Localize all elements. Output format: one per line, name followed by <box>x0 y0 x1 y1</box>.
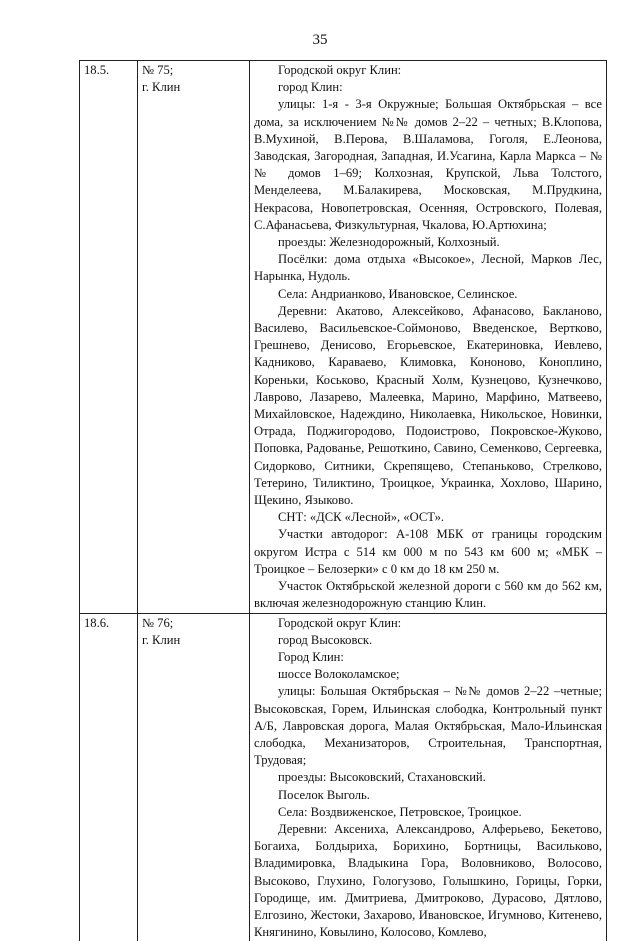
district-description <box>250 613 607 941</box>
district-cell <box>138 61 250 614</box>
district-number: № 76; <box>142 615 174 630</box>
table-row <box>80 61 607 614</box>
district-city: г. Клин <box>142 632 181 647</box>
description-line: город Клин: <box>278 80 343 95</box>
row-number: 18.5. <box>80 61 138 614</box>
page-number: 35 <box>312 32 328 48</box>
description-line: Посёлки: дома отдыха «Высокое», Лесной, Марков Лес, Нарынка, Нудоль. <box>254 252 602 284</box>
description-line: проезды: Железнодорожный, Колхозный. <box>278 235 500 250</box>
description-line: улицы: 1-я - 3-я Окружные; Большая Октябрьская – все дома, за исключением №№ домов 2–22 – четных; В.Клопова, В.Мухиной, В.Перова, В.Шаламова, Гоголя, Е.Леонова, Заводская, Загородная, Западная, И.Усагина, Карла Маркса – №№ домов 1–69; Колхозная, Крупской, Льва Толстого, Менделеева, М.Балакирева, Московская, М.Прудкина, Некрасова, Новопетровская, Осенняя, Островского, Полевая, С.Афанасьева, Физкультурная, Чкалова, Ю.Артюхина; <box>254 97 602 232</box>
district-city: г. Клин <box>142 80 181 95</box>
description-line: шоссе Волоколамское; <box>278 667 400 682</box>
description-line: Город Клин: <box>278 649 344 664</box>
description-line: Поселок Выголь. <box>278 787 370 802</box>
description-line: Деревни: Акатово, Алексейково, Афанасово, Бакланово, Василево, Васильевское-Соймоново, Введенское, Вертково, Грешнево, Денисово, Егорьевское, Екатериновка, Иевлево, Кадниково, Караваево, Климовка, Кононово, Коноплино, Кореньки, Коськово, Красный Холм, Кузнецово, Кузнечково, Лаврово, Лазарево, Малеевка, Марино, Марфино, Матвеево, Михайловское, Надеждино, Николаевка, Никольское, Новинки, Отрада, Поджигородово, Подоистрово, Покровское-Жуково, Поповка, Радованье, Решоткино, Савино, Семенково, Сергеевка, Сидорково, Ситники, Скрепящево, Степаньково, Стрелково, Тетерино, Тиликтино, Троицкое, Украинка, Хохлово, Шарино, Щекино, Языково. <box>254 303 602 508</box>
row-number: 18.6. <box>80 613 138 941</box>
district-description <box>250 61 607 614</box>
description-line: СНТ: «ДСК «Лесной», «ОСТ». <box>278 510 445 525</box>
description-line: Деревни: Аксениха, Александрово, Алферьево, Бекетово, Богаиха, Болдыриха, Борихино, Бортницы, Васильково, Владимировка, Владыкина Гора, Воловниково, Волосово, Высоково, Глухино, Гологузово, Голышкино, Горицы, Горки, Городище, им. Дмитриева, Дмитроково, Дурасово, Дятлово, Елгозино, Жестоки, Захарово, Ивановское, Игумново, Китенево, Княгинино, Ковылино, Колосово, Комлево, <box>254 821 602 940</box>
description-line: Участки автодорог: А-108 МБК от границы городским округом Истра с 514 км 000 м по 543 км 600 м; «МБК – Троицкое – Белозерки» с 0 км до 18 км 250 м. <box>254 527 602 576</box>
description-line: Села: Воздвиженское, Петровское, Троицкое. <box>278 804 522 819</box>
description-line: улицы: Большая Октябрьская – №№ домов 2–22 –четные; Высоковская, Горем, Ильинская слободка, Контрольный пункт А/Б, Лавровская дорога, Малая Октябрьская, Мало-Ильинская слободка, Механизаторов, Строительная, Транспортная, Трудовая; <box>254 684 602 768</box>
district-number: № 75; <box>142 63 174 77</box>
description-line: Села: Андрианково, Ивановское, Селинское. <box>278 286 518 301</box>
table-row <box>80 613 607 941</box>
description-line: Городской округ Клин: <box>278 615 402 630</box>
district-cell <box>138 613 250 941</box>
description-line: Участок Октябрьской железной дороги с 560 км до 562 км, включая железнодорожную станцию Клин. <box>254 579 602 611</box>
districts-table <box>79 60 607 941</box>
description-line: проезды: Высоковский, Стахановский. <box>278 770 486 785</box>
description-line: город Высоковск. <box>278 632 373 647</box>
description-line: Городской округ Клин: <box>278 63 402 77</box>
